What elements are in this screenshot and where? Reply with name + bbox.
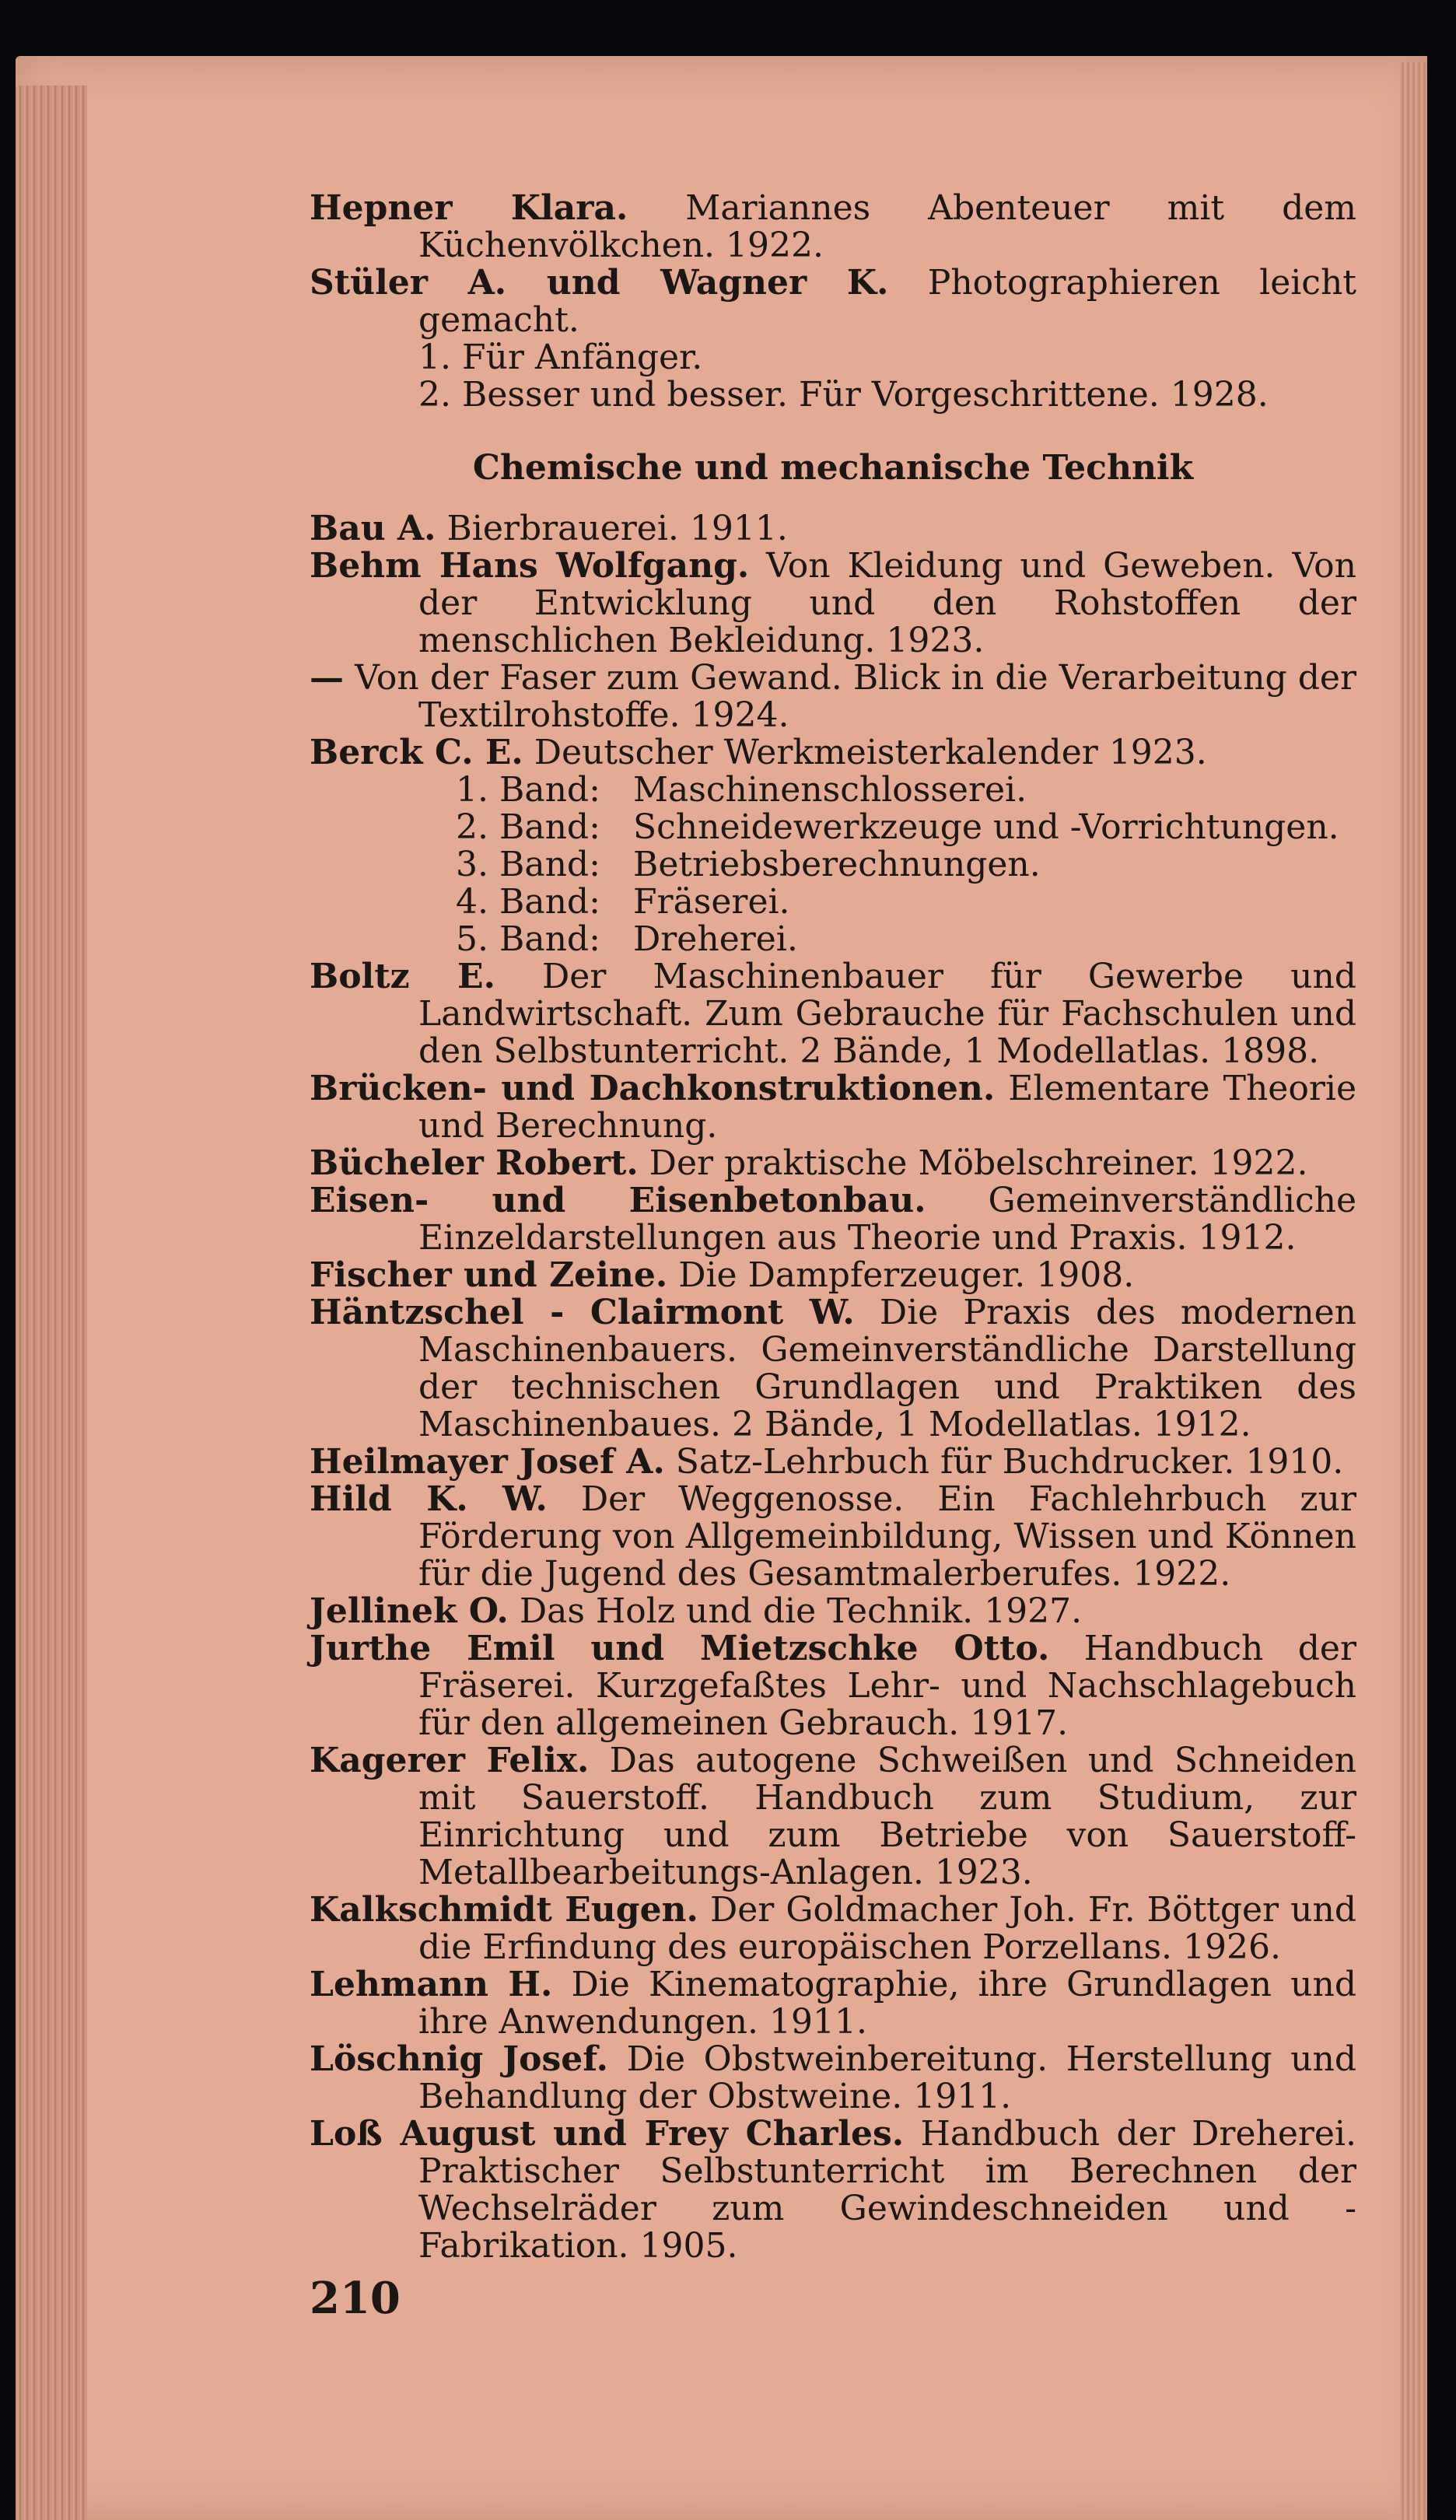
bibliography-entry xyxy=(310,1593,1356,1630)
bibliography-entry xyxy=(310,1892,1356,1966)
sub-item xyxy=(418,376,1356,414)
bibliography-entry xyxy=(310,660,1356,734)
sub-item-band: Band: xyxy=(499,845,600,884)
entries-before xyxy=(310,190,1356,339)
entry-title: Die Kinematographie, ihre Grundlagen und ihre Anwendungen. 1911. xyxy=(418,1965,1356,2042)
page-number: 210 xyxy=(310,2273,401,2324)
sub-item-band: Band: xyxy=(499,807,600,847)
sub-item-text: Dreherei. xyxy=(633,919,798,959)
entry-title: Die Obstweinbereitung. Herstellung und Behandlung der Obstweine. 1911. xyxy=(418,2039,1356,2116)
entry-author: Hild K. W. xyxy=(310,1479,548,1519)
sub-item xyxy=(456,921,1356,958)
entry-author: Behm Hans Wolfgang. xyxy=(310,546,750,586)
sub-item-band: Band: xyxy=(499,919,600,959)
section-heading: Chemische und mechanische Technik xyxy=(472,448,1194,488)
entry-title: Der Goldmacher Joh. Fr. Böttger und die Erfindung des europäischen Porzellans. 1926. xyxy=(418,1890,1356,1967)
sub-item xyxy=(456,846,1356,884)
entry-author: Hepner Klara. xyxy=(310,188,628,228)
entry-title: Der Weggenosse. Ein Fachlehrbuch zur Förderung von Allgemeinbildung, Wissen und Können für die Jugend des Gesamtmalerberufes. 1922. xyxy=(418,1479,1356,1594)
bibliography-entry xyxy=(310,548,1356,660)
entry-author: Stüler A. und Wagner K. xyxy=(310,263,889,303)
sub-item xyxy=(456,772,1356,809)
sub-item-number: 2. xyxy=(418,375,451,415)
entry-author: Loß August und Frey Charles. xyxy=(310,2114,905,2154)
sub-item-number: 1. xyxy=(418,338,451,377)
bibliography-entry xyxy=(310,1444,1356,1481)
text-block xyxy=(310,190,1356,2265)
bibliography-entry xyxy=(310,1481,1356,1593)
sub-item-number: 2. xyxy=(456,807,488,847)
bibliography-entry xyxy=(310,1966,1356,2041)
stueler-parts xyxy=(310,339,1356,414)
sub-item-band: Band: xyxy=(499,882,600,922)
bibliography-entry xyxy=(310,1145,1356,1182)
entry-title: Deutscher Werkmeisterkalender 1923. xyxy=(534,733,1207,772)
page-edge-left xyxy=(16,86,87,2520)
sub-item-band: Band: xyxy=(499,770,600,810)
sub-item xyxy=(456,884,1356,921)
entry-author: Berck C. E. xyxy=(310,733,523,772)
entry-title: Satz-Lehrbuch für Buchdrucker. 1910. xyxy=(675,1442,1344,1482)
sub-item-number: 3. xyxy=(456,845,488,884)
bibliography-entry xyxy=(310,958,1356,1070)
sub-item xyxy=(456,809,1356,846)
entry-author: Brücken- und Dachkonstruktionen. xyxy=(310,1069,996,1108)
sub-item-number: 5. xyxy=(456,919,488,959)
bibliography-entry xyxy=(310,510,1356,548)
bibliography-entry xyxy=(310,1630,1356,1742)
entry-title: Das Holz und die Technik. 1927. xyxy=(519,1591,1083,1631)
sub-item xyxy=(418,339,1356,376)
bibliography-entry xyxy=(310,2041,1356,2116)
sub-item-text: Besser und besser. Für Vorgeschrittene. 1928. xyxy=(462,375,1269,415)
entry-author: Jurthe Emil und Mietzschke Otto. xyxy=(310,1629,1050,1668)
entry-author: Kagerer Felix. xyxy=(310,1741,590,1780)
entry-title: Der Maschinenbauer für Gewerbe und Landwirtschaft. Zum Gebrauche für Fachschulen und den Selbstunterricht. 2 Bände, 1 Modellatlas. 1898. xyxy=(418,957,1356,1071)
entry-title: Photographieren leicht gemacht. xyxy=(418,263,1356,340)
entry-author: Kalkschmidt Eugen. xyxy=(310,1890,698,1930)
entry-title: Der praktische Möbelschreiner. 1922. xyxy=(649,1143,1308,1183)
sub-item-text: Schneidewerkzeuge und -Vorrichtungen. xyxy=(633,807,1339,847)
entry-title: Das autogene Schweißen und Schneiden mit Sauerstoff. Handbuch zum Studium, zur Einrichtung und zum Betriebe von Sauerstoff-Metallbearbeitungs-Anlagen. 1923. xyxy=(418,1741,1356,1892)
entry-author: Löschnig Josef. xyxy=(310,2039,608,2079)
entry-title: Von der Faser zum Gewand. Blick in die Verarbeitung der Textilrohstoffe. 1924. xyxy=(355,658,1356,735)
entry-author: Bau A. xyxy=(310,509,436,548)
bibliography-entry xyxy=(310,264,1356,339)
entry-author: Häntzschel - Clairmont W. xyxy=(310,1293,855,1332)
entry-title: Handbuch der Dreherei. Praktischer Selbstunterricht im Berechnen der Wechselräder zum Gewindeschneiden und -Fabrikation. 1905. xyxy=(418,2114,1356,2266)
entry-title: Elementare Theorie und Berechnung. xyxy=(418,1069,1356,1146)
entry-title: Handbuch der Fräserei. Kurzgefaßtes Lehr- und Nachschlagebuch für den allgemeinen Gebrauch. 1917. xyxy=(418,1629,1356,1743)
entry-author: — xyxy=(310,658,344,698)
page-edge-right xyxy=(1400,62,1426,2520)
sub-item-text: Betriebsberechnungen. xyxy=(633,845,1041,884)
bibliography-entry xyxy=(310,734,1356,772)
entry-title: Mariannes Abenteuer mit dem Küchenvölkchen. 1922. xyxy=(418,188,1356,265)
entries-a xyxy=(310,510,1356,772)
entry-title: Von Kleidung und Geweben. Von der Entwicklung und den Rohstoffen der menschlichen Bekleidung. 1923. xyxy=(418,546,1356,660)
bibliography-entry xyxy=(310,1182,1356,1257)
bibliography-entry xyxy=(310,1742,1356,1892)
entry-title: Gemeinverständliche Einzeldarstellungen aus Theorie und Praxis. 1912. xyxy=(418,1181,1356,1258)
entry-author: Bücheler Robert. xyxy=(310,1143,639,1183)
entry-title: Die Dampferzeuger. 1908. xyxy=(678,1255,1135,1295)
bibliography-entry xyxy=(310,2116,1356,2265)
sub-item-text: Fräserei. xyxy=(633,882,790,922)
berck-volumes xyxy=(310,772,1356,958)
sub-item-text: Maschinenschlosserei. xyxy=(633,770,1027,810)
entries-b xyxy=(310,958,1356,2265)
sub-item-text: Für Anfänger. xyxy=(462,338,703,377)
entry-author: Heilmayer Josef A. xyxy=(310,1442,665,1482)
entry-author: Jellinek O. xyxy=(310,1591,509,1631)
entry-author: Fischer und Zeine. xyxy=(310,1255,668,1295)
sub-item-number: 4. xyxy=(456,882,488,922)
entry-title: Bierbrauerei. 1911. xyxy=(446,509,788,548)
entry-title: Die Praxis des modernen Maschinenbauers. Gemeinverständliche Darstellung der technischen Grundlagen und Praktiken des Maschinenbaues. 2 Bände, 1 Modellatlas. 1912. xyxy=(418,1293,1356,1444)
sub-item-number: 1. xyxy=(456,770,488,810)
bibliography-entry xyxy=(310,1070,1356,1145)
entry-author: Eisen- und Eisenbetonbau. xyxy=(310,1181,926,1220)
entry-author: Lehmann H. xyxy=(310,1965,553,2004)
entry-author: Boltz E. xyxy=(310,957,495,996)
bibliography-entry xyxy=(310,1257,1356,1294)
bibliography-entry xyxy=(310,190,1356,264)
bibliography-entry xyxy=(310,1294,1356,1444)
